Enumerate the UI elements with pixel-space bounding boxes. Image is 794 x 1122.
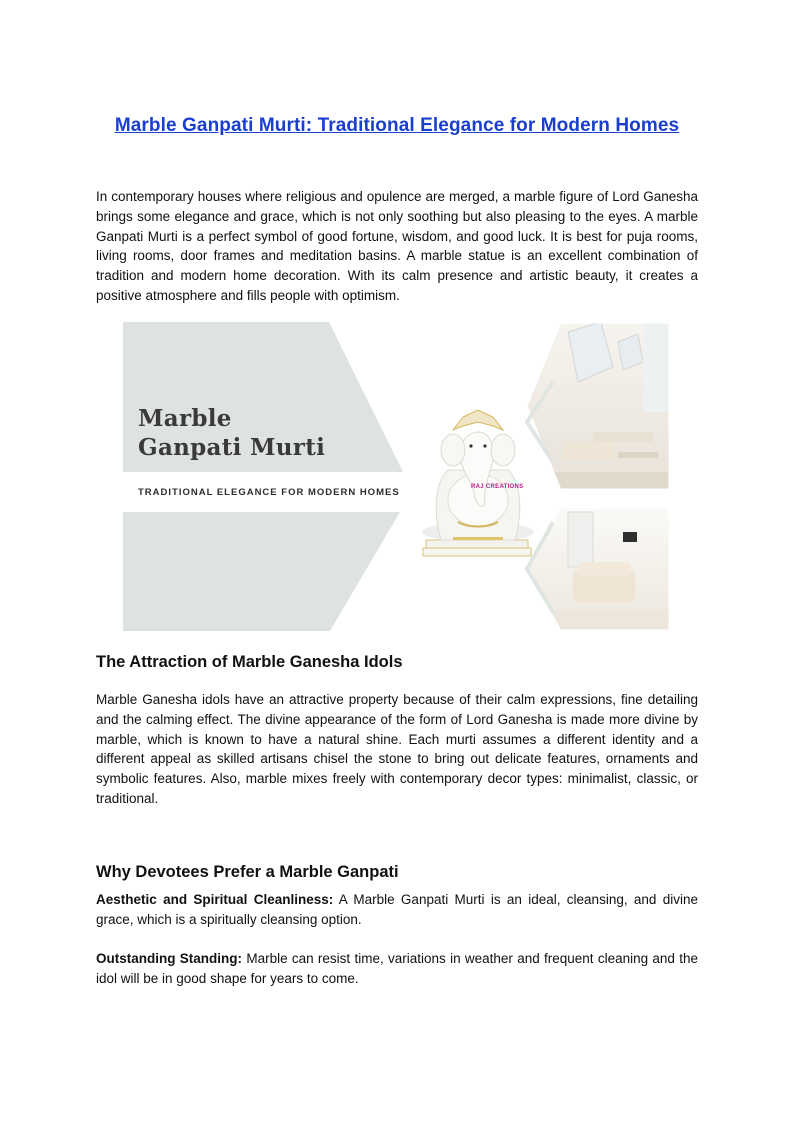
ganesha-idol (422, 410, 534, 556)
room-photo-top (523, 322, 670, 490)
reason-item (96, 890, 698, 930)
attraction-paragraph: Marble Ganesha idols have an attractive property because of their calm expressions, fine detailing and the calming effect. The divine appearance of the form of Lord Ganesha is made more divine by marble, which is known to have a natural shine. Each murti assumes a different identity and a different appeal as skilled artisans chisel the stone to bring out delicate features, ornaments and symbolic features. Also, marble mixes freely with contemporary decor types: minimalist, classic, or traditional. (96, 692, 698, 806)
banner-watermark: RAJ CREATIONS (471, 484, 524, 490)
reason-item (96, 949, 698, 989)
reason-text: Marble can resist time, variations in weather and frequent cleaning and the idol will be in good shape for years to come. (96, 951, 698, 986)
intro-paragraph: In contemporary houses where religious and opulence are merged, a marble figure of Lord Ganesha brings some elegance and grace, which is not only soothing but also pleasing to the eyes. A marble Ganpati Murti is a perfect symbol of good fortune, wisdom, and good luck. It is best for puja rooms, living rooms, door frames and meditation basins. A marble statue is an excellent combination of tradition and modern home decoration. With its calm presence and artistic beauty, it creates a positive atmosphere and fills people with optimism. (96, 189, 698, 303)
banner-graphic (123, 322, 670, 631)
reason-text: A Marble Ganpati Murti is an ideal, cleansing, and divine grace, which is a spiritually cleansing option. (96, 892, 698, 927)
banner-title-line1: Marble (138, 405, 232, 432)
banner-title (138, 404, 325, 462)
reason-label: Aesthetic and Spiritual Cleanliness: (96, 892, 334, 907)
banner-panel-lower (123, 512, 400, 631)
section-heading-attraction: The Attraction of Marble Ganesha Idols (96, 653, 403, 671)
banner-title-line2: Ganpati Murti (138, 434, 326, 461)
page-title-link[interactable]: Marble Ganpati Murti: Traditional Elegance for Modern Homes (114, 115, 680, 136)
section-heading-why-prefer: Why Devotees Prefer a Marble Ganpati (96, 863, 399, 881)
hero-banner-image (123, 322, 670, 631)
banner-subtitle: TRADITIONAL ELEGANCE FOR MODERN HOMES (138, 487, 400, 498)
room-photo-bottom (523, 507, 670, 631)
reason-label: Outstanding Standing: (96, 951, 243, 966)
